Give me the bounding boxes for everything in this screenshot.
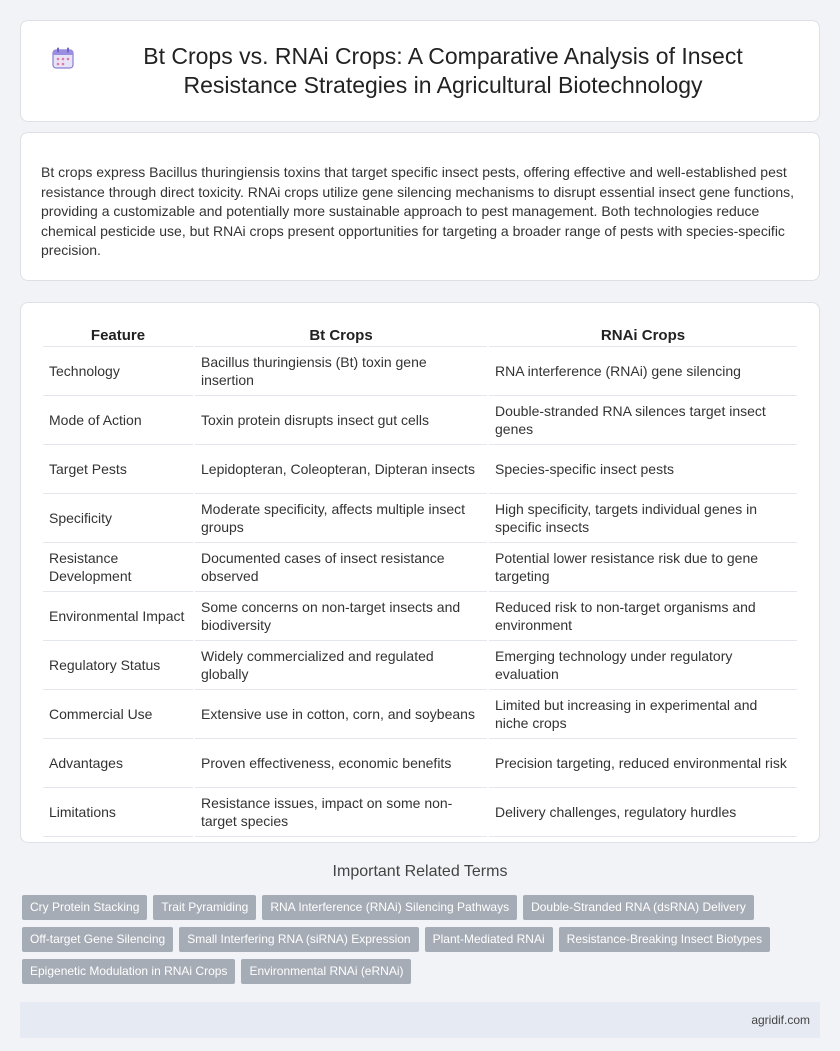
feature-cell: Technology xyxy=(43,347,193,396)
rnai-cell: Potential lower resistance risk due to gene targeting xyxy=(489,543,797,592)
feature-cell: Specificity xyxy=(43,494,193,543)
term-tag[interactable]: Cry Protein Stacking xyxy=(22,895,147,920)
term-tag[interactable]: RNA Interference (RNAi) Silencing Pathways xyxy=(262,895,517,920)
bt-cell: Bacillus thuringiensis (Bt) toxin gene insertion xyxy=(195,347,487,396)
bt-cell: Moderate specificity, affects multiple insect groups xyxy=(195,494,487,543)
table-row xyxy=(43,445,797,494)
bt-cell: Some concerns on non-target insects and biodiversity xyxy=(195,592,487,641)
rnai-cell: Double-stranded RNA silences target insect genes xyxy=(489,396,797,445)
feature-cell: Target Pests xyxy=(43,445,193,494)
intro-card xyxy=(20,132,820,281)
page-title: Bt Crops vs. RNAi Crops: A Comparative Analysis of Insect Resistance Strategies in Agricultural Biotechnology xyxy=(143,43,743,98)
comparison-table-card xyxy=(20,302,820,843)
rnai-cell: Species-specific insect pests xyxy=(489,445,797,494)
bt-cell: Lepidopteran, Coleopteran, Dipteran insects xyxy=(195,445,487,494)
feature-cell: Mode of Action xyxy=(43,396,193,445)
feature-cell: Commercial Use xyxy=(43,690,193,739)
bt-cell: Resistance issues, impact on some non-target species xyxy=(195,788,487,837)
term-tag[interactable]: Off-target Gene Silencing xyxy=(22,927,173,952)
footer xyxy=(20,1002,820,1038)
table-row xyxy=(43,396,797,445)
feature-cell: Advantages xyxy=(43,739,193,788)
table-row xyxy=(43,543,797,592)
rnai-cell: Limited but increasing in experimental and niche crops xyxy=(489,690,797,739)
bt-cell: Documented cases of insect resistance observed xyxy=(195,543,487,592)
header-bt-crops: Bt Crops xyxy=(195,323,487,347)
title-card xyxy=(20,20,820,122)
table-row xyxy=(43,690,797,739)
table-row xyxy=(43,494,797,543)
feature-cell: Limitations xyxy=(43,788,193,837)
term-tag[interactable]: Double-Stranded RNA (dsRNA) Delivery xyxy=(523,895,754,920)
footer-site-link[interactable]: agridif.com xyxy=(751,1013,810,1027)
term-tag[interactable]: Small Interfering RNA (siRNA) Expression xyxy=(179,927,418,952)
header-rnai-crops: RNAi Crops xyxy=(489,323,797,347)
feature-cell: Resistance Development xyxy=(43,543,193,592)
table-row xyxy=(43,788,797,837)
rnai-cell: Precision targeting, reduced environmental risk xyxy=(489,739,797,788)
rnai-cell: High specificity, targets individual genes in specific insects xyxy=(489,494,797,543)
feature-cell: Environmental Impact xyxy=(43,592,193,641)
comparison-table xyxy=(41,323,799,837)
rnai-cell: RNA interference (RNAi) gene silencing xyxy=(489,347,797,396)
feature-cell: Regulatory Status xyxy=(43,641,193,690)
bt-cell: Extensive use in cotton, corn, and soybeans xyxy=(195,690,487,739)
table-row xyxy=(43,739,797,788)
rnai-cell: Reduced risk to non-target organisms and environment xyxy=(489,592,797,641)
table-row xyxy=(43,347,797,396)
intro-paragraph: Bt crops express Bacillus thuringiensis toxins that target specific insect pests, offering effective and well-established pest resistance through direct toxicity. RNAi crops utilize gene silencing mechanisms to disrupt essential insect gene functions, providing a customizable and potentially more sustainable approach to pest management. Both technologies reduce chemical pesticide use, but RNAi crops present opportunities for targeting a broader range of pests with species-specific precision. xyxy=(41,164,794,258)
rnai-cell: Delivery challenges, regulatory hurdles xyxy=(489,788,797,837)
title-wrap xyxy=(51,42,789,100)
rnai-cell: Emerging technology under regulatory evaluation xyxy=(489,641,797,690)
calendar-icon xyxy=(51,46,75,70)
table-row xyxy=(43,641,797,690)
term-tag[interactable]: Environmental RNAi (eRNAi) xyxy=(241,959,411,984)
term-tag[interactable]: Epigenetic Modulation in RNAi Crops xyxy=(22,959,235,984)
bt-cell: Toxin protein disrupts insect gut cells xyxy=(195,396,487,445)
header-feature: Feature xyxy=(43,323,193,347)
term-tag[interactable]: Trait Pyramiding xyxy=(153,895,256,920)
related-terms-section xyxy=(20,863,820,984)
table-header-row xyxy=(43,323,797,347)
term-tag[interactable]: Plant-Mediated RNAi xyxy=(425,927,553,952)
table-row xyxy=(43,592,797,641)
term-tag[interactable]: Resistance-Breaking Insect Biotypes xyxy=(559,927,770,952)
bt-cell: Proven effectiveness, economic benefits xyxy=(195,739,487,788)
bt-cell: Widely commercialized and regulated globally xyxy=(195,641,487,690)
related-terms-tags xyxy=(20,895,820,984)
related-terms-heading: Important Related Terms xyxy=(332,863,508,880)
